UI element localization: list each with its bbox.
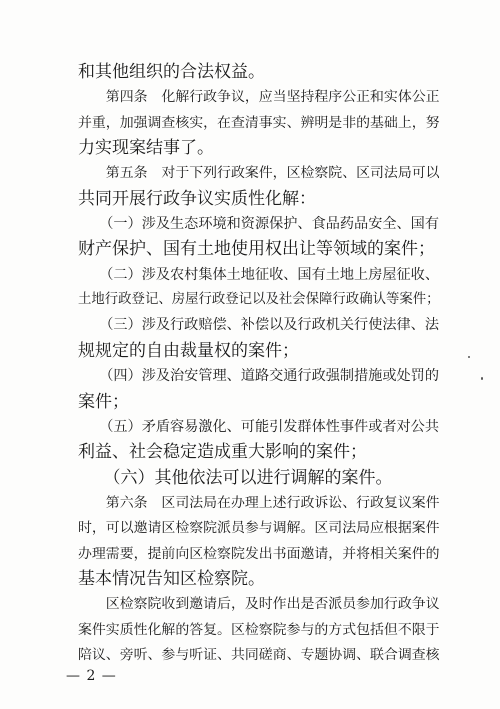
scan-speck <box>468 356 470 358</box>
page-number: — 2 — <box>66 668 117 684</box>
text-line: 力实现案结事了。 <box>78 138 214 159</box>
text-line: 共同开展行政争议实质性化解： <box>78 188 316 209</box>
text-line: 案件； <box>78 391 129 412</box>
text-line: （六）其他依法可以进行调解的案件。 <box>78 467 393 488</box>
text-line: 并重，加强调查核实，在查清事实、辨明是非的基础上，努 <box>78 114 440 131</box>
text-line: 财产保护、国有土地使用权出让等领域的案件； <box>78 239 435 260</box>
text-line: 时，可以邀请区检察院派员参与调解。区司法局应根据案件 <box>78 520 440 537</box>
text-line: 办理需要，提前向区检察院发出书面邀请，并将相关案件的 <box>78 545 440 562</box>
text-line: 陪议、旁听、参与听证、共同磋商、专题协调、联合调查核 <box>78 647 440 663</box>
text-line: （四）涉及治安管理、道路交通行政强制措施或处罚的 <box>78 368 439 385</box>
text-line: 土地行政登记、房屋行政登记以及社会保障行政确认等案件； <box>78 292 440 308</box>
text-line: （五）矛盾容易激化、可能引发群体性事件或者对公共 <box>78 418 439 435</box>
text-line: 第五条 对于下列行政案件，区检察院、区司法局可以 <box>78 165 440 182</box>
text-line: 利益、社会稳定造成重大影响的案件； <box>78 442 367 463</box>
text-line: （二）涉及农村集体土地征收、国有土地上房屋征收、 <box>78 266 439 283</box>
text-line: （三）涉及行政赔偿、补偿以及行政机关行使法律、法 <box>78 317 439 334</box>
text-line: （一）涉及生态环境和资源保护、食品药品安全、国有 <box>78 216 439 233</box>
text-line: 和其他组织的合法权益。 <box>78 62 265 82</box>
text-line: 规规定的自由裁量权的案件； <box>78 340 299 361</box>
text-line: 案件实质性化解的答复。区检察院参与的方式包括但不限于 <box>78 621 440 638</box>
scan-speck <box>481 377 483 380</box>
text-line: 第六条 区司法局在办理上述行政诉讼、行政复议案件 <box>78 494 440 511</box>
text-line: 第四条 化解行政争议，应当坚持程序公正和实体公正 <box>78 89 440 106</box>
text-line: 基本情况告知区检察院。 <box>78 568 265 589</box>
text-line: 区检察院收到邀请后，及时作出是否派员参加行政争议 <box>78 596 440 613</box>
